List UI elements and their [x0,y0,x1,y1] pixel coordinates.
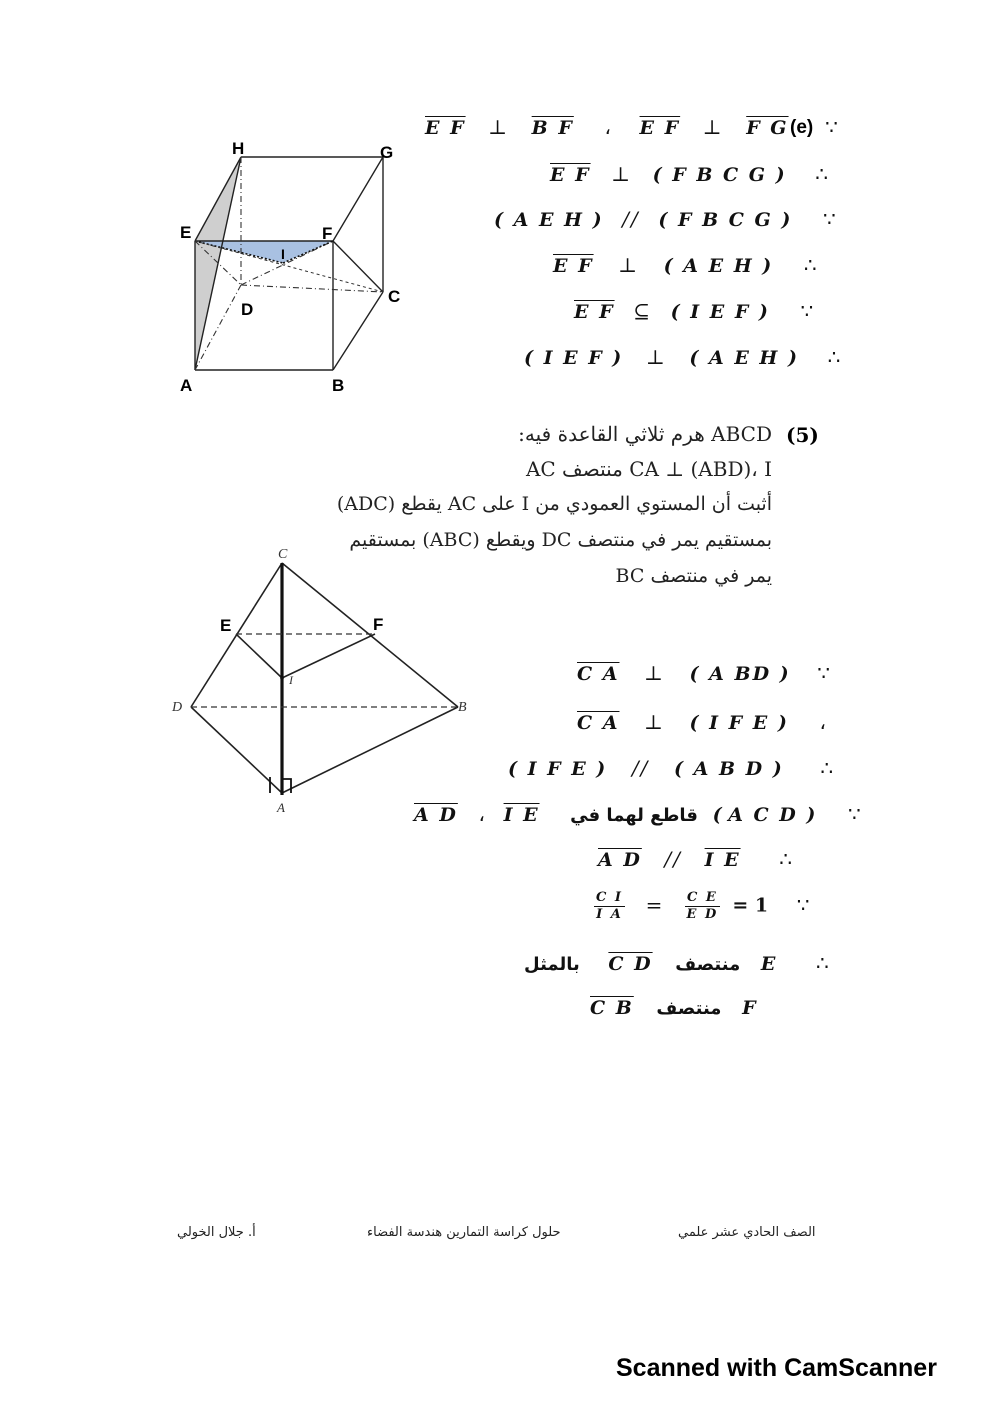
because-symbol: ∵ [817,661,833,685]
because-symbol: ∵ [800,299,816,323]
question-5-line-1: ABCD هرم ثلاثي القاعدة فيه: [518,422,772,446]
subset-symbol: ⊆ [633,299,652,323]
intersects-text: قاطع لهما في [570,805,698,826]
plane: ( F B C G ) [658,209,793,231]
segment: C D [608,953,653,975]
separator: ، [819,710,826,734]
plane: ( A E H ) [689,347,799,369]
midpoint-text: منتصف [656,998,722,1019]
cube-label-f: F [322,224,333,243]
point-e: E [760,953,778,975]
therefore-symbol: ∴ [820,756,836,780]
proof-5-line-1 [577,661,832,685]
cube-label-i: I [281,246,285,262]
parallel-symbol: // [622,207,640,231]
similarly-text: بالمثل [524,954,580,975]
plane: ( A BD ) [689,663,791,685]
therefore-symbol: ∴ [815,951,831,975]
segment: B F [531,117,574,139]
segment: E F [550,164,591,186]
proof-e-line-2 [550,162,830,186]
because-symbol: ∵ [825,115,840,139]
plane: ( I F E ) [689,712,789,734]
proof-5-line-6 [590,890,812,923]
proof-5-line-2 [577,710,826,734]
pyramid-label-c: C [278,547,288,562]
proof-e-line-3 [494,207,838,231]
cube-label-e: E [180,223,192,242]
segment: E F [639,117,681,139]
question-5-number: (5) [786,423,819,447]
perpendicular-symbol: ⊥ [611,162,633,186]
plane: ( A E H ) [494,209,604,231]
proof-e-line-6 [524,345,842,369]
footer-subject: حلول كراسة التمارين هندسة الفضاء [367,1225,561,1240]
cube-label-h: H [232,139,245,158]
proof-e-line-1 [425,115,840,139]
line-ca: C A [577,663,620,685]
camscanner-watermark: Scanned with CamScanner [616,1354,937,1382]
question-5-line-3: أثبت أن المستوي العمودي من I على AC يقطع (ADC) [336,493,772,515]
fraction-ce-ed: $\frac{\text{C E}}{\text{E D}}$ [686,890,719,922]
proof-5-line-3 [508,756,835,780]
plane: ( F B C G ) [652,164,787,186]
plane: ( I E F ) [524,347,624,369]
segment: E F [425,117,466,139]
equals-one: = 1 [732,894,769,917]
question-5-line-4: بمستقيم يمر في منتصف DC ويقطع (ABC) بمستقيم [349,529,772,551]
cube-label-c: C [388,287,401,306]
pyramid-label-d: D [172,700,183,715]
plane: ( I E F ) [670,301,770,323]
segment: E F [574,301,615,323]
therefore-symbol: ∴ [827,345,843,369]
proof-5-line-4 [414,802,861,826]
parallel-symbol: // [664,847,682,871]
line-ca: C A [577,712,620,734]
plane: ( A E H ) [663,255,774,277]
perpendicular-symbol: ⊥ [644,710,665,734]
proof-e-line-5 [574,299,815,323]
because-symbol: ∵ [796,892,812,917]
pyramid-label-f: F [373,615,384,634]
plane: ( I F E ) [508,758,608,780]
proof-e-line-4 [553,253,819,277]
equals-symbol: = [645,892,665,917]
segment: E F [553,255,594,277]
because-symbol: ∵ [822,207,838,231]
midpoint-text: منتصف [675,954,741,975]
pyramid-label-e: E [220,616,232,635]
part-e-marker: (e) [790,117,814,138]
segment: A D [598,849,642,871]
because-symbol: ∵ [848,802,861,826]
perpendicular-symbol: ⊥ [644,661,665,685]
cube-figure [170,135,410,400]
perpendicular-symbol: ⊥ [488,115,510,139]
pyramid-label-a: A [277,800,285,815]
segment: I E [704,849,741,871]
proof-5-line-8 [590,997,758,1019]
footer-grade: الصف الحادي عشر علمي [678,1225,816,1240]
fraction-ci-ia: $\frac{\text{C I}}{\text{I A}}$ [596,890,623,922]
segment: A D [414,804,458,826]
cube-label-a: A [180,376,193,395]
footer-teacher: أ. جلال الخولي [177,1225,256,1240]
question-5-line-5: يمر في منتصف BC [615,565,772,587]
plane: ( A B D ) [674,758,784,780]
pyramid-figure [170,545,480,825]
plane: ( A C D ) [712,804,816,826]
therefore-symbol: ∴ [803,253,819,277]
therefore-symbol: ∴ [815,162,830,186]
proof-5-line-5 [598,847,794,871]
pyramid-label-b: B [458,700,467,715]
separator: ، [604,115,611,139]
segment: F G [746,117,789,139]
perpendicular-symbol: ⊥ [645,345,667,369]
cube-label-g: G [380,143,394,162]
perpendicular-symbol: ⊥ [702,115,724,139]
pyramid-label-i: I [289,673,293,687]
question-5-line-2: CA ⊥ (ABD)، I منتصف AC [525,457,772,481]
point-f: F [742,997,758,1019]
parallel-symbol: // [631,756,650,780]
separator: ، [478,802,485,826]
cube-label-d: D [241,300,254,319]
segment: C B [590,997,634,1019]
cube-label-b: B [332,376,345,395]
perpendicular-symbol: ⊥ [618,253,640,277]
segment: I E [503,804,540,826]
proof-5-line-7 [524,951,831,975]
therefore-symbol: ∴ [779,847,794,871]
